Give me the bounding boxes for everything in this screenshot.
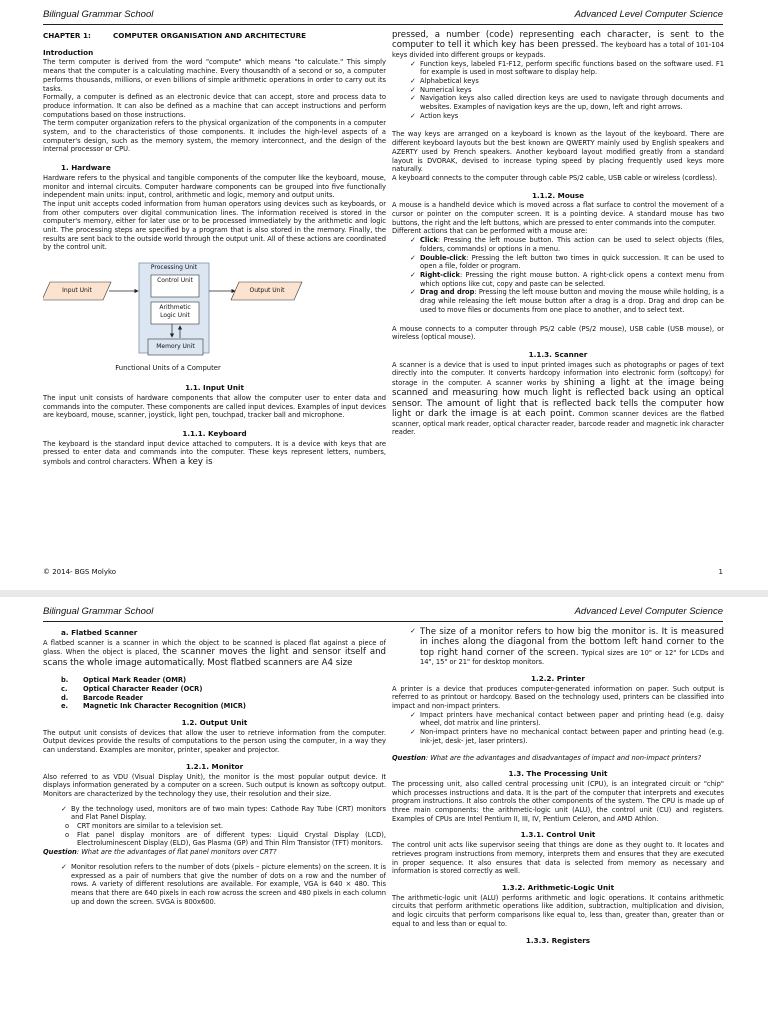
question (43, 848, 386, 857)
list-item (410, 288, 724, 314)
scanner-text-tail: Common scanner devices are the flatbed scanner, optical mark reader, optical character reader, barcode reader and magnetic ink character reader. (392, 410, 724, 437)
page-header (43, 606, 723, 622)
list-marker: c. (61, 684, 68, 693)
list-item: ✓ Impact printers have mechanical contact between paper and printing head (e.g. daisy wheel, dot matrix and line printers). (410, 711, 724, 728)
scanner-types-list (43, 676, 386, 711)
question-label: Question (392, 753, 426, 762)
list-item: ✓ Function keys, labeled F1-F12, perform specific functions based on the software used. F1 for example is used in most software to display help. (410, 60, 724, 77)
size-text-large: The size of a monitor refers to how big the monitor is. It is measured in inches along the diagonal from the bottom left hand corner to the top right hand corner of the screen. (420, 627, 724, 658)
section-heading: a. Flatbed Scanner (61, 628, 138, 637)
right-column (392, 30, 724, 437)
list-item: ✓ Non-impact printers have no mechanical contact between paper and printing head (e.g. ink-jet, desk- jet, laser printers). (410, 728, 724, 745)
page-2 (0, 597, 768, 1024)
question-label: Question (43, 848, 77, 857)
right-column (392, 627, 724, 946)
paragraph: The way keys are arranged on a keyboard is known as the layout of the keyboard. There are different keyboard layouts but the best known are QWERTY mainly used by English speakers and AZERTY used by French speakers. Another keyboard layout modified greatly from a standard layout is DVORAK, devised to increase typing speed by placing frequently used keys more naturally. (392, 130, 724, 174)
control-unit-label: Control Unit (157, 277, 193, 285)
school-name: Bilingual Grammar School (43, 9, 154, 20)
left-column (43, 30, 386, 468)
description: : Pressing the left mouse button. This action can be used to select objects (files, folders, commands) or options in a menu. (420, 236, 724, 253)
list-label: Magnetic Ink Character Recognition (MICR) (83, 702, 246, 711)
paragraph: The processing unit, also called central processing unit (CPU), is an integrated circuit or "chip" which processes instructions and data. It is the part of the computer that interprets and executes program instructions. It also controls the other components of the system. The CPU is made up of three main components: the arithmetic-logic unit (ALU), the control unit (CU) and registers. Examples of CPUs are Intel Pentium II, III, IV, Pentium Celeron, and AMD Athlon. (392, 779, 724, 823)
term: Double-click (420, 253, 467, 262)
printer-types-list (392, 711, 724, 746)
question-text: : What are the advantages and disadvantages of impact and non-impact printers? (425, 753, 702, 762)
list-item (61, 694, 386, 703)
resolution-list (43, 863, 386, 907)
scanner-text-large: shining a light at the image being scanned and measuring how much light is reflected back using an optical sensor. The amount of light that is reflected back tells the computer how light or dark the image is at each point. (392, 378, 724, 420)
course-name: Advanced Level Computer Science (574, 9, 723, 20)
list-item: ✓ Action keys (410, 112, 724, 121)
section-heading: 1.3.2. Arithmetic-Logic Unit (501, 882, 615, 892)
paragraph: A mouse connects to a computer through PS/2 cable (PS/2 mouse), USB cable (USB mouse), or wireless (optical mouse). (392, 324, 724, 342)
intro-heading: Introduction (43, 47, 94, 57)
paragraph: Different actions that can be performed with a mouse are: (392, 227, 588, 236)
paragraph: The output unit consists of devices that allow the user to retrieve information from the computer. Output devices provide the results of computations to the person using the computer, in a way they can understand. Examples are monitor, printer, speaker and projector. (43, 728, 386, 755)
list-item: ✓ By the technology used, monitors are of two main types: Cathode Ray Tube (CRT) monitors and Flat Panel Display. (61, 805, 386, 822)
paragraph: The term computer organization refers to the physical organization of the components in a computer system, and to the characteristics of those components. It includes the high-level aspects of a computer's design, such as the memory system, the memory interconnect, and the design of the internal processor or CPU. (43, 119, 386, 154)
diagram-svg (43, 260, 386, 372)
list-item (410, 236, 724, 253)
section-heading: 1.1.1. Keyboard (182, 428, 247, 438)
paragraph (43, 440, 386, 468)
paragraph (392, 30, 724, 60)
school-name: Bilingual Grammar School (43, 606, 154, 617)
figure-caption: Functional Units of a Computer (115, 364, 221, 373)
mouse-actions-list (392, 236, 724, 314)
section-heading: 1.2.1. Monitor (185, 761, 244, 771)
list-item: ✓ Alphabetical keys (410, 77, 724, 86)
keyboard-text: The keyboard has a total of 101-104 keys divided into different groups or keypads. (392, 41, 724, 59)
flatbed-text-large: the scanner moves the light and sensor itself and scans the whole image automatically. Most flatbed scanners are A4 size (43, 647, 386, 668)
chapter-title: COMPUTER ORGANISATION AND ARCHITECTURE (113, 31, 307, 40)
keyboard-text: The keyboard is the standard input device attached to computers. It is a device with keys that are pressed to enter data and commands into the computer. These keys represent letters, numbers, symbols and control characters. (43, 439, 386, 467)
page-footer (43, 568, 723, 576)
list-item: ✓ Monitor resolution refers to the number of dots (pixels – picture elements) on the screen. It is expressed as a pair of numbers that give the number of dots on a row and the number of rows. A variety of different resolutions are available. For example, VGA is 640 × 480. This means that there are 640 pixels in each row across the screen and 480 pixels in each column up and down the screen. SVGA is 800x600. (61, 863, 386, 907)
list-item: o CRT monitors are similar to a television set. (65, 822, 386, 831)
description: : Pressing the left mouse button and moving the mouse while holding, is a drag while releasing the left mouse button after a drag is a drop. Drag and drop can be used to move files or documents from one place to another, and to select text. (420, 288, 724, 314)
page-number: 1 (718, 568, 723, 576)
list-label: Optical Character Reader (OCR) (83, 684, 203, 693)
paragraph (43, 639, 386, 669)
paragraph: Also referred to as VDU (Visual Display Unit), the monitor is the most popular output device. It displays information generated by a computer on a screen. Such output is known as softcopy output. Monitors are characterized by the technology they use, their resolution and their size. (43, 772, 386, 798)
list-item (61, 676, 386, 685)
size-text: Typical sizes are 10" or 12" for LCDs and 14", 15" or 21" for desktop monitors. (420, 648, 724, 667)
paragraph: A mouse is a handheld device which is moved across a flat surface to control the movement of a cursor or pointer on the computer screen. It is a pointing device. A standard mouse has two buttons, the right and the left buttons, which are pressed to enter commands into the computer. (392, 201, 724, 227)
chapter-label: CHAPTER 1: (43, 31, 91, 40)
term: Drag and drop (420, 288, 475, 297)
size-list (392, 627, 724, 667)
paragraph: A keyboard connects to the computer through cable PS/2 cable, USB cable or wireless (cordless). (392, 173, 718, 182)
keyboard-text-large: pressed, a number (code) representing each character, is sent to the computer to tell it which key has been pressed. (392, 30, 724, 51)
list-item (61, 702, 386, 711)
page-header (43, 9, 723, 25)
section-heading: 1.2.2. Printer (531, 673, 585, 683)
section-heading: 1.3.3. Registers (525, 935, 591, 945)
list-item (410, 254, 724, 271)
section-heading: 1.1.3. Scanner (528, 349, 588, 359)
chapter-heading (43, 32, 386, 41)
paragraph: The input unit accepts coded information from human operators using devices such as keyboards, or from other computers over digital communication lines. The information received is stored in the computer's memory, either for later use or to be processed immediately by the arithmetic and logic unit. The processing steps are specified by a program that is also stored in the memory. Finally, the results are sent back to the outside world through the output unit. All of these actions are coordinated by the control unit. (43, 199, 386, 252)
copyright: © 2014- BGS Molyko (43, 568, 117, 576)
key-groups-list (392, 60, 724, 121)
section-heading: 1.1.2. Mouse (531, 190, 585, 200)
alu-label: Arithmetic Logic Unit (159, 304, 191, 319)
course-name: Advanced Level Computer Science (574, 606, 723, 617)
list-label: Barcode Reader (83, 693, 143, 702)
monitor-tech-list (43, 805, 386, 822)
output-unit-label: Output Unit (249, 287, 285, 295)
memory-unit-label: Memory Unit (156, 343, 195, 351)
list-item: ✓ Navigation keys also called direction keys are used to navigate through documents and websites. Examples of navigation keys are the up, down, left and right arrows. (410, 94, 724, 111)
list-marker: b. (61, 676, 69, 685)
left-column (43, 627, 386, 906)
processing-unit-label: Processing Unit (150, 264, 198, 272)
flatbed-text: A flatbed scanner is a scanner in which the object to be scanned is placed flat against a piece of glass. When the object is placed, (43, 638, 386, 657)
scanner-text: A scanner is a device that is used to input printed images such as photographs or pages of text directly into the computer. It converts hardcopy information into electronic form (softcopy) for storage in the computer. A scanner works by (392, 360, 724, 388)
description: : Pressing the left button two times in quick succession. It can be used to open a file, folder or program. (420, 253, 724, 271)
paragraph: Formally, a computer is defined as an electronic device that can accept, store and process data to produce information. It can also be defined as a machine that can accept instructions and perform computations based on those instructions. (43, 93, 386, 119)
section-heading: 1.3.1. Control Unit (520, 830, 596, 840)
paragraph (392, 361, 724, 437)
question (392, 754, 724, 763)
list-item (410, 271, 724, 288)
paragraph: The input unit consists of hardware components that allow the computer user to enter data and commands into the computer. These components are called input devices. Examples of input devices are keyboard, mouse, scanner, joystick, light pen, touchpad, tracker ball and microphone. (43, 393, 386, 420)
monitor-types-list (43, 822, 386, 848)
list-marker: d. (61, 693, 69, 702)
paragraph: The arithmetic-logic unit (ALU) performs arithmetic and logic operations. It contains arithmetic circuits that perform arithmetic operations like addition, subtraction, multiplication and division, and logic circuits that perform comparisons like equal to, less than, greater than, greater than or equal to and less than or equal to. (392, 893, 724, 928)
keyboard-text-large: When a key is (152, 457, 213, 468)
list-item (410, 627, 724, 667)
section-heading: 1.3. The Processing Unit (508, 769, 608, 779)
paragraph: The control unit acts like supervisor seeing that things are done as they ought to. It locates and retrieves program instructions from memory, interprets them and ensures that they are executed in proper sequence. It also ensures that data is selected from memory as necessary and information is stored correctly as well. (392, 841, 724, 876)
paragraph: Hardware refers to the physical and tangible components of the computer like the keyboard, mouse, monitor and internal circuits. Computer hardware components can be grouped into five functionally independent main units: input, control, arithmetic and logic, memory and output units. (43, 173, 386, 200)
paragraph: The term computer is derived from the word "compute" which means "to calculate." This simply means that the computer is a calculating machine. Every thousandth of a second or so, a computer performs thousands, millions, or even billions of simple arithmetic operations in order to carry out its tasks. (43, 58, 386, 93)
input-unit-label: Input Unit (62, 287, 92, 295)
question-text: : What are the advantages of flat panel monitors over CRT? (76, 848, 277, 857)
list-item: o Flat panel display monitors are of different types: Liquid Crystal Display (LCD), Electroluminescent Display (ELD), Gas Plasma (GP) and Thin Film Transistor (TFT) monitors. (65, 831, 386, 848)
list-marker: e. (61, 702, 69, 711)
term: Right-click (420, 270, 460, 279)
section-heading: 1.2. Output Unit (181, 718, 248, 728)
functional-units-diagram (43, 260, 386, 372)
paragraph: A printer is a device that produces computer-generated information on paper. Such output is referred to as printout or hardcopy. Based on the technology used, printers can be classified into impact and non-impact printers. (392, 684, 724, 711)
section-heading: 1.1. Input Unit (185, 383, 244, 393)
list-item: ✓ Numerical keys (410, 86, 724, 95)
list-label: Optical Mark Reader (OMR) (83, 676, 187, 685)
section-heading: 1. Hardware (61, 163, 111, 173)
list-item (61, 685, 386, 694)
term: Click (420, 236, 438, 245)
description: : Pressing the right mouse button. A right-click opens a context menu from which options like cut, copy and paste can be selected. (420, 270, 724, 288)
